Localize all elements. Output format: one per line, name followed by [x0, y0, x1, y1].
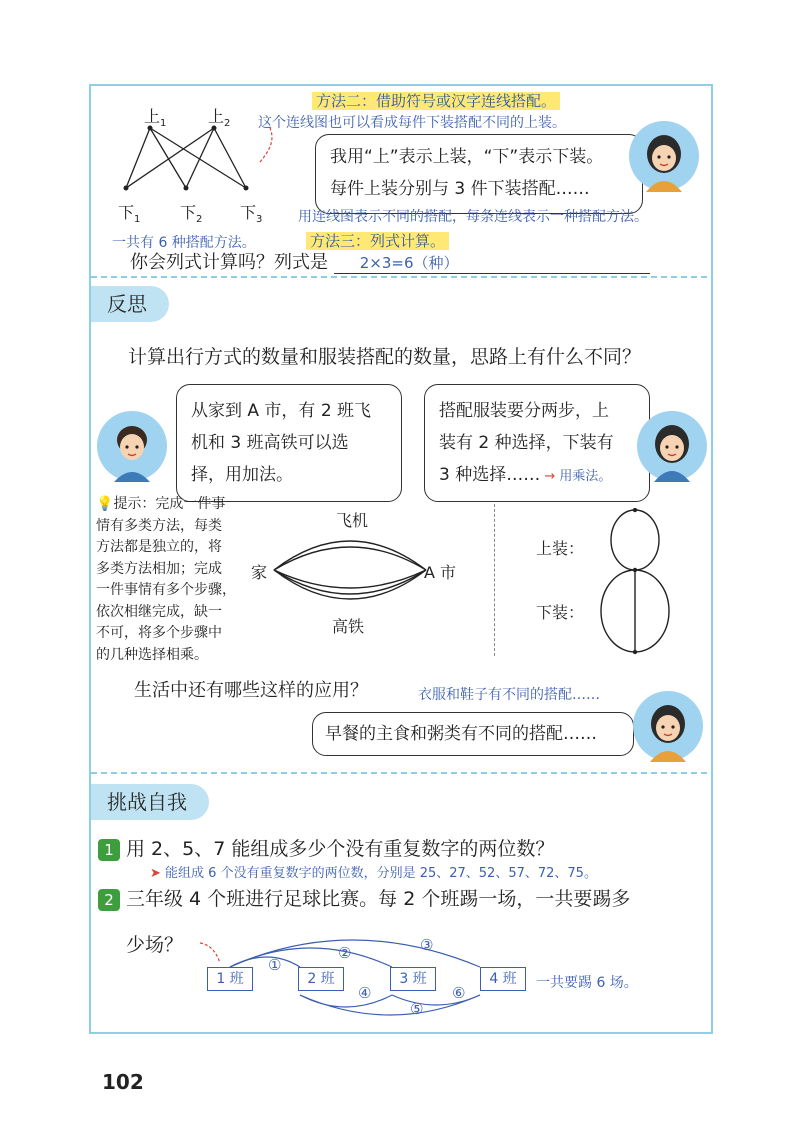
question-2-line2: 少场？: [126, 934, 184, 956]
bottom-label-2: 下$_2$: [180, 203, 203, 226]
girl-avatar-3: [632, 690, 704, 762]
section-divider-1: [91, 276, 707, 278]
life-question: 生活中还有哪些这样的应用？: [134, 680, 368, 701]
match-mark-5: ⑤: [410, 1000, 424, 1018]
vertical-dashed-divider: [494, 504, 495, 656]
route-diagram: [270, 520, 430, 620]
section-divider-2: [91, 772, 707, 774]
reflect-question: 计算出行方式的数量和服装搭配的数量，思路上有什么不同？: [128, 346, 642, 368]
class-box-2: 2 班: [298, 967, 344, 991]
boy-avatar: [96, 410, 168, 482]
bottom-label-3: 下$_3$: [240, 203, 263, 226]
bubble-note: 用连线图表示不同的搭配，每条连线表示一种搭配方法。: [298, 209, 648, 225]
challenge-tag: 挑战自我: [91, 784, 209, 820]
reflect-tag: 反思: [91, 286, 169, 322]
clothes-bottom-label: 下装：: [536, 603, 585, 622]
top-label-1: 上$_1$: [144, 107, 167, 130]
hint-block: 💡提示：完成一件事 情有多类方法，每类 方法都是独立的，将 多类方法相加；完成 一件事情有多个步骤， 依次相继完成，缺一 不可，将多个步骤中 的几种选择相乘。: [96, 496, 236, 663]
match-mark-4: ④: [358, 984, 372, 1002]
life-note: 衣服和鞋子有不同的搭配……: [418, 687, 600, 703]
class-box-4: 4 班: [480, 967, 526, 991]
class-box-3: 3 班: [390, 967, 436, 991]
question-1-answer: ➤ 能组成 6 个没有重复数字的两位数，分别是 25、27、52、57、72、75。: [150, 866, 597, 881]
girl-avatar-2: [636, 410, 708, 482]
page-number: 102: [102, 1070, 144, 1094]
question-1-badge: 1: [98, 839, 120, 861]
clothes-top-label: 上装：: [536, 539, 585, 558]
life-speech-bubble: 早餐的主食和粥类有不同的搭配……: [312, 712, 634, 756]
answer-blank[interactable]: 2×3=6（种）: [334, 252, 650, 274]
match-mark-1: ①: [268, 956, 282, 974]
question-2-answer: 一共要踢 6 场。: [536, 975, 638, 991]
girl-speech-bubble-2: 搭配服装要分两步，上 装有 2 种选择，下装有 3 种选择…… → 用乘法。: [424, 384, 650, 502]
method-three-title: 方法三：列式计算。: [306, 230, 449, 251]
lightbulb-icon: 💡: [96, 496, 114, 512]
route-start-label: 家: [251, 563, 268, 582]
route-top-label: 飞机: [336, 511, 369, 530]
question-2: 2 三年级 4 个班进行足球比赛。每 2 个班踢一场，一共要踢多: [98, 884, 630, 911]
match-mark-3: ③: [420, 936, 434, 954]
match-mark-6: ⑥: [452, 984, 466, 1002]
method-two-title: 方法二：借助符号或汉字连线搭配。: [312, 90, 560, 111]
girl-avatar-1: [628, 120, 700, 192]
route-bottom-label: 高铁: [332, 617, 365, 636]
diagram-note: 这个连线图也可以看成每件下装搭配不同的上装。: [258, 115, 566, 131]
total-combinations: 一共有 6 种搭配方法。: [112, 235, 256, 251]
clothes-diagram: [595, 508, 675, 656]
boy-speech-bubble: 从家到 A 市，有 2 班飞 机和 3 班高铁可以选 择，用加法。: [176, 384, 402, 502]
method-three-question: 你会列式计算吗？列式是 2×3=6（种）: [130, 248, 650, 274]
question-2-badge: 2: [98, 889, 120, 911]
girl-speech-bubble-1: 我用“上”表示上装，“下”表示下装。 每件上装分别与 3 件下装搭配……: [315, 134, 643, 214]
route-end-label: A 市: [424, 563, 457, 582]
bottom-label-1: 下$_1$: [118, 203, 141, 226]
class-box-1: 1 班: [207, 967, 253, 991]
top-label-2: 上$_2$: [208, 107, 231, 130]
question-1: 1 用 2、5、7 能组成多少个没有重复数字的两位数？: [98, 834, 554, 861]
match-mark-2: ②: [338, 944, 352, 962]
